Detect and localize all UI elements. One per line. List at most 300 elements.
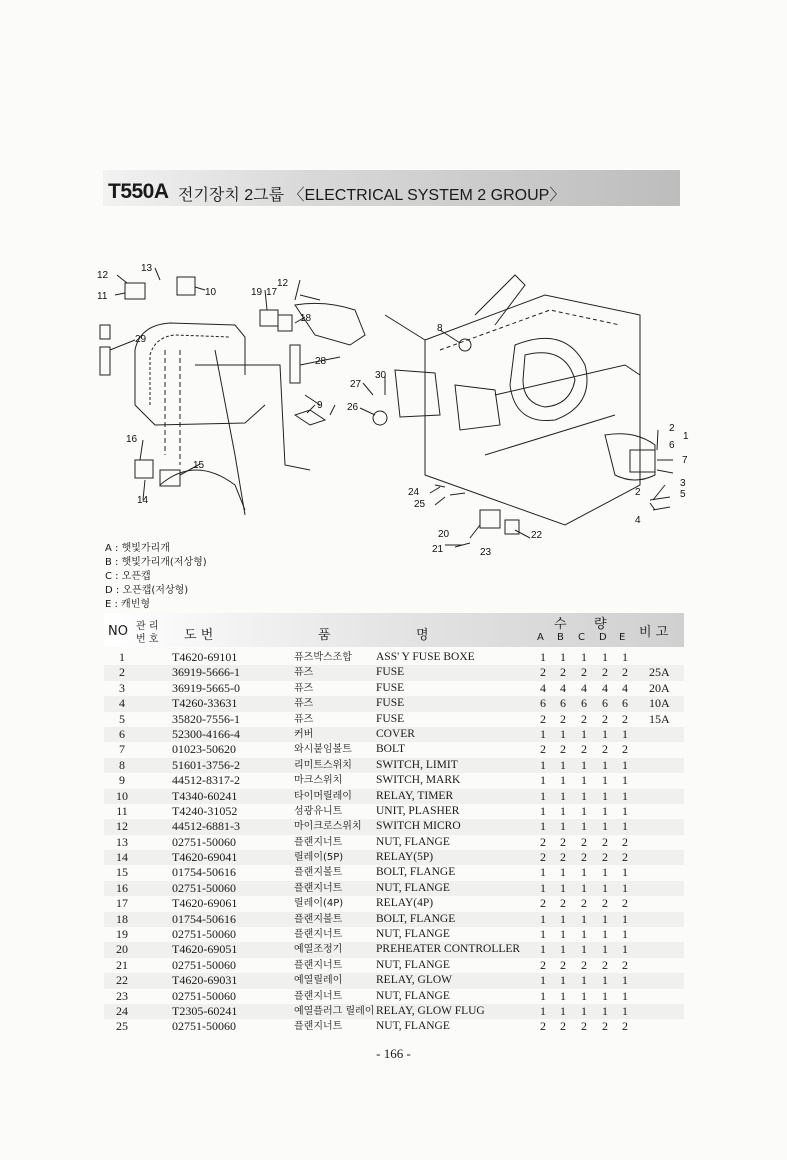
header-col-d: D — [599, 632, 607, 643]
part-name-korean: 리미트스위치 — [294, 759, 352, 771]
part-name-korean: 플랜지볼트 — [294, 867, 343, 879]
row-number: 24 — [116, 1003, 128, 1018]
qty-c: 6 — [581, 696, 587, 711]
callout-28: 28 — [315, 356, 327, 367]
section-code: T550A — [108, 180, 169, 203]
part-number: 51601-3756-2 — [172, 757, 240, 772]
qty-d: 4 — [602, 680, 608, 695]
table-row — [104, 804, 684, 819]
part-name-korean: 퓨즈박스조합 — [294, 652, 352, 663]
table-row — [104, 850, 684, 865]
qty-e: 2 — [622, 665, 628, 680]
part-number: T4620-69061 — [172, 896, 238, 911]
row-number: 6 — [119, 726, 125, 741]
table-row — [104, 989, 684, 1004]
row-number: 11 — [116, 803, 128, 818]
qty-a: 2 — [540, 711, 546, 726]
part-number: T4260-33631 — [172, 696, 238, 711]
qty-a: 1 — [540, 973, 546, 988]
qty-d: 1 — [602, 650, 608, 664]
qty-d: 2 — [602, 957, 608, 972]
qty-e: 6 — [622, 696, 628, 711]
part-name-korean: 섬광유니트 — [294, 805, 343, 817]
qty-d: 2 — [602, 850, 608, 865]
part-name-english: NUT, FLANGE — [376, 989, 450, 1002]
row-number: 4 — [119, 696, 125, 711]
table-row — [104, 865, 684, 880]
qty-c: 1 — [581, 880, 587, 895]
qty-d: 1 — [602, 865, 608, 880]
qty-d: 2 — [602, 896, 608, 911]
callout-24: 24 — [408, 487, 420, 498]
qty-e: 1 — [622, 973, 628, 988]
part-name-korean: 릴레이(5P) — [294, 852, 344, 864]
row-number: 17 — [116, 896, 128, 911]
qty-a: 1 — [540, 927, 546, 942]
part-number: 02751-50060 — [172, 957, 236, 972]
qty-c: 1 — [581, 773, 587, 788]
part-number: 35820-7556-1 — [172, 711, 240, 726]
qty-a: 1 — [540, 911, 546, 926]
qty-e: 1 — [622, 988, 628, 1003]
qty-d: 1 — [602, 726, 608, 741]
part-number: 02751-50060 — [172, 880, 236, 895]
parts-table-body — [104, 650, 684, 1035]
part-number: 02751-50060 — [172, 927, 236, 942]
qty-d: 1 — [602, 757, 608, 772]
row-number: 20 — [116, 942, 128, 957]
part-name-korean: 타이머릴레이 — [294, 790, 352, 802]
qty-a: 2 — [540, 665, 546, 680]
qty-d: 1 — [602, 942, 608, 957]
qty-b: 1 — [560, 726, 566, 741]
callout-20: 20 — [438, 529, 450, 540]
part-name-english: NUT, FLANGE — [376, 835, 450, 848]
callout-19: 19 — [251, 287, 263, 298]
part-number: T4340-60241 — [172, 788, 238, 803]
part-name-korean: 플랜지너트 — [294, 929, 343, 941]
table-row — [104, 742, 684, 757]
part-name-english: SWITCH, LIMIT — [376, 758, 458, 771]
qty-b: 2 — [560, 896, 566, 911]
part-number: T4620-69041 — [172, 850, 238, 865]
qty-e: 2 — [622, 834, 628, 849]
qty-b: 1 — [560, 773, 566, 788]
row-number: 10 — [116, 788, 128, 803]
parts-table-header — [104, 613, 684, 647]
part-name-english: FUSE — [376, 681, 405, 694]
qty-c: 1 — [581, 726, 587, 741]
qty-e: 4 — [622, 680, 628, 695]
qty-d: 1 — [602, 973, 608, 988]
part-number: T4620-69101 — [172, 650, 238, 664]
legend-item-c: C : 오픈캡 — [105, 571, 151, 582]
qty-d: 1 — [602, 803, 608, 818]
qty-a: 1 — [540, 988, 546, 1003]
header-qty-left: 수 — [554, 617, 567, 632]
part-name-korean: 예열릴레이 — [294, 975, 343, 987]
row-number: 12 — [116, 819, 128, 834]
callout-17: 17 — [266, 287, 278, 298]
header-drawing-no: 도 번 — [184, 628, 214, 643]
qty-a: 2 — [540, 1019, 546, 1034]
row-number: 13 — [116, 834, 128, 849]
table-row — [104, 881, 684, 896]
part-number: 01754-50616 — [172, 865, 236, 880]
qty-c: 1 — [581, 942, 587, 957]
part-number: T4240-31052 — [172, 803, 238, 818]
part-name-english: BOLT, FLANGE — [376, 866, 456, 879]
qty-e: 1 — [622, 942, 628, 957]
qty-d: 2 — [602, 742, 608, 757]
qty-a: 1 — [540, 726, 546, 741]
part-name-korean: 예열플러그 릴레이 — [294, 1005, 375, 1017]
qty-d: 1 — [602, 911, 608, 926]
qty-b: 2 — [560, 665, 566, 680]
qty-a: 2 — [540, 834, 546, 849]
qty-e: 1 — [622, 726, 628, 741]
part-number: 36919-5665-0 — [172, 680, 240, 695]
qty-c: 2 — [581, 957, 587, 972]
qty-a: 1 — [540, 865, 546, 880]
part-name-english: COVER — [376, 727, 415, 740]
qty-c: 2 — [581, 834, 587, 849]
qty-b: 2 — [560, 742, 566, 757]
part-name-english: NUT, FLANGE — [376, 958, 450, 971]
callout-18: 18 — [300, 313, 312, 324]
qty-e: 2 — [622, 742, 628, 757]
part-name-english: NUT, FLANGE — [376, 1020, 450, 1033]
header-col-a: A — [537, 632, 544, 643]
row-number: 15 — [116, 865, 128, 880]
qty-b: 1 — [560, 1003, 566, 1018]
qty-b: 6 — [560, 696, 566, 711]
qty-e: 1 — [622, 880, 628, 895]
qty-c: 1 — [581, 757, 587, 772]
qty-a: 1 — [540, 880, 546, 895]
qty-b: 1 — [560, 880, 566, 895]
table-row — [104, 958, 684, 973]
callout-14: 14 — [137, 495, 149, 506]
part-name-korean: 플랜지너트 — [294, 882, 343, 894]
qty-a: 1 — [540, 757, 546, 772]
header-mgmt-bottom: 번 호 — [136, 634, 159, 645]
qty-a: 1 — [540, 803, 546, 818]
qty-a: 1 — [540, 650, 546, 664]
callout-30: 30 — [375, 370, 387, 381]
qty-d: 1 — [602, 819, 608, 834]
qty-b: 1 — [560, 911, 566, 926]
qty-c: 1 — [581, 973, 587, 988]
part-name-korean: 커버 — [294, 728, 314, 740]
part-name-korean: 마크스위치 — [294, 775, 343, 787]
qty-c: 1 — [581, 1003, 587, 1018]
callout-16: 16 — [126, 434, 138, 445]
part-name-english: UNIT, PLASHER — [376, 804, 460, 817]
table-row — [104, 696, 684, 711]
part-name-english: NUT, FLANGE — [376, 881, 450, 894]
qty-a: 1 — [540, 819, 546, 834]
qty-d: 2 — [602, 711, 608, 726]
qty-c: 1 — [581, 788, 587, 803]
part-number: 02751-50060 — [172, 1019, 236, 1034]
qty-b: 1 — [560, 927, 566, 942]
table-row — [104, 681, 684, 696]
callout-25: 25 — [414, 499, 426, 510]
table-row — [104, 773, 684, 788]
part-number: 52300-4166-4 — [172, 726, 240, 741]
qty-d: 6 — [602, 696, 608, 711]
part-name-english: RELAY(4P) — [376, 897, 434, 910]
part-name-korean: 퓨즈 — [294, 713, 314, 725]
row-number: 14 — [116, 850, 128, 865]
table-row — [104, 665, 684, 680]
qty-d: 1 — [602, 880, 608, 895]
remark: 25A — [649, 665, 670, 680]
header-no: NO — [108, 624, 128, 639]
qty-d: 1 — [602, 927, 608, 942]
part-number: T2305-60241 — [172, 1003, 238, 1018]
qty-e: 2 — [622, 896, 628, 911]
qty-a: 1 — [540, 1003, 546, 1018]
qty-e: 2 — [622, 957, 628, 972]
header-col-b: B — [557, 632, 564, 643]
callout-5: 5 — [680, 489, 686, 500]
table-row — [104, 942, 684, 957]
row-number: 25 — [116, 1019, 128, 1034]
header-mgmt-top: 관 리 — [136, 621, 159, 632]
qty-b: 1 — [560, 865, 566, 880]
part-name-korean: 퓨즈 — [294, 667, 314, 679]
qty-c: 2 — [581, 896, 587, 911]
qty-c: 2 — [581, 711, 587, 726]
qty-c: 1 — [581, 819, 587, 834]
variant-legend — [105, 542, 207, 612]
qty-e: 1 — [622, 819, 628, 834]
qty-a: 1 — [540, 788, 546, 803]
table-row — [104, 1004, 684, 1019]
qty-c: 2 — [581, 665, 587, 680]
qty-e: 2 — [622, 1019, 628, 1034]
callout-12-top: 12 — [277, 278, 289, 289]
callout-1: 1 — [683, 431, 689, 442]
qty-b: 1 — [560, 788, 566, 803]
row-number: 16 — [116, 880, 128, 895]
header-name-left: 품 — [318, 628, 331, 643]
callout-22: 22 — [531, 530, 543, 541]
callout-15: 15 — [193, 460, 205, 471]
callout-12-left: 12 — [97, 270, 109, 281]
part-name-english: RELAY(5P) — [376, 851, 434, 864]
row-number: 7 — [119, 742, 125, 757]
part-number: 02751-50060 — [172, 988, 236, 1003]
qty-e: 1 — [622, 803, 628, 818]
qty-d: 1 — [602, 788, 608, 803]
row-number: 19 — [116, 927, 128, 942]
qty-b: 1 — [560, 988, 566, 1003]
row-number: 8 — [119, 757, 125, 772]
header-col-c: C — [578, 632, 585, 643]
row-number: 18 — [116, 911, 128, 926]
callout-8: 8 — [437, 323, 443, 334]
qty-e: 1 — [622, 650, 628, 664]
part-number: 01023-50620 — [172, 742, 236, 757]
table-row — [104, 973, 684, 988]
qty-b: 1 — [560, 650, 566, 664]
qty-c: 2 — [581, 850, 587, 865]
row-number: 3 — [119, 680, 125, 695]
part-name-korean: 와시붙임볼트 — [294, 744, 352, 756]
qty-d: 2 — [602, 834, 608, 849]
callout-9: 9 — [317, 400, 323, 411]
qty-a: 2 — [540, 957, 546, 972]
section-title: 전기장치 2그룹 〈ELECTRICAL SYSTEM 2 GROUP〉 — [178, 187, 566, 204]
callout-2: 2 — [669, 423, 675, 434]
callout-2-lower: 2 — [635, 487, 641, 498]
header-col-e: E — [619, 632, 626, 643]
part-name-korean: 릴레이(4P) — [294, 898, 344, 910]
part-name-english: ASS' Y FUSE BOXE — [376, 651, 475, 663]
qty-b: 1 — [560, 803, 566, 818]
header-qty-right: 량 — [594, 617, 607, 632]
qty-c: 1 — [581, 803, 587, 818]
qty-a: 2 — [540, 850, 546, 865]
part-name-korean: 퓨즈 — [294, 698, 314, 710]
qty-c: 2 — [581, 742, 587, 757]
row-number: 9 — [119, 773, 125, 788]
table-row — [104, 758, 684, 773]
parts-diagram — [95, 255, 695, 560]
qty-c: 1 — [581, 911, 587, 926]
table-row — [104, 819, 684, 834]
part-name-english: RELAY, GLOW — [376, 974, 453, 987]
table-row — [104, 912, 684, 927]
part-number: 44512-8317-2 — [172, 773, 240, 788]
qty-a: 1 — [540, 942, 546, 957]
qty-e: 1 — [622, 788, 628, 803]
part-name-english: FUSE — [376, 666, 405, 679]
callout-26: 26 — [347, 402, 359, 413]
part-name-english: BOLT — [376, 743, 405, 756]
qty-b: 2 — [560, 957, 566, 972]
qty-d: 1 — [602, 988, 608, 1003]
qty-d: 2 — [602, 1019, 608, 1034]
qty-e: 1 — [622, 773, 628, 788]
part-name-english: FUSE — [376, 712, 405, 725]
row-number: 5 — [119, 711, 125, 726]
row-number: 21 — [116, 957, 128, 972]
callout-29: 29 — [135, 334, 147, 345]
qty-d: 1 — [602, 773, 608, 788]
callout-4: 4 — [635, 515, 641, 526]
row-number: 2 — [119, 665, 125, 680]
qty-e: 1 — [622, 757, 628, 772]
header-name-right: 명 — [416, 628, 429, 643]
qty-e: 2 — [622, 711, 628, 726]
part-name-english: FUSE — [376, 697, 405, 710]
qty-e: 1 — [622, 911, 628, 926]
legend-item-a: A : 햇빛가리개 — [105, 543, 170, 554]
row-number: 23 — [116, 988, 128, 1003]
part-number: T4620-69051 — [172, 942, 238, 957]
table-row — [104, 1019, 684, 1034]
qty-e: 2 — [622, 850, 628, 865]
remark: 15A — [649, 711, 670, 726]
part-name-korean: 플랜지볼트 — [294, 913, 343, 925]
row-number: 1 — [119, 650, 125, 664]
part-number: 36919-5666-1 — [172, 665, 240, 680]
part-name-english: RELAY, GLOW FLUG — [376, 1004, 485, 1017]
legend-item-b: B : 햇빛가리개(저상형) — [105, 557, 207, 568]
part-name-english: SWITCH MICRO — [376, 820, 461, 833]
qty-b: 4 — [560, 680, 566, 695]
legend-item-d: D : 오픈캡(저상형) — [105, 585, 189, 596]
qty-b: 2 — [560, 850, 566, 865]
qty-c: 1 — [581, 927, 587, 942]
qty-d: 2 — [602, 665, 608, 680]
callout-6: 6 — [669, 440, 675, 451]
part-name-korean: 퓨즈 — [294, 682, 314, 694]
table-row — [104, 927, 684, 942]
part-number: T4620-69031 — [172, 973, 238, 988]
callout-13: 13 — [141, 263, 153, 274]
part-number: 44512-6881-3 — [172, 819, 240, 834]
qty-a: 6 — [540, 696, 546, 711]
qty-d: 1 — [602, 1003, 608, 1018]
callout-10: 10 — [205, 287, 217, 298]
qty-a: 4 — [540, 680, 546, 695]
part-name-korean: 플랜지너트 — [294, 990, 343, 1002]
qty-c: 1 — [581, 988, 587, 1003]
part-name-korean: 플랜지너트 — [294, 836, 343, 848]
part-number: 01754-50616 — [172, 911, 236, 926]
qty-e: 1 — [622, 927, 628, 942]
part-name-korean: 플랜지너트 — [294, 1021, 343, 1033]
header-remark: 비 고 — [639, 625, 669, 640]
callout-7: 7 — [682, 455, 688, 466]
part-name-korean: 예열조정기 — [294, 944, 343, 956]
qty-b: 2 — [560, 711, 566, 726]
qty-e: 1 — [622, 1003, 628, 1018]
qty-b: 1 — [560, 973, 566, 988]
qty-a: 2 — [540, 896, 546, 911]
qty-c: 4 — [581, 680, 587, 695]
qty-a: 2 — [540, 742, 546, 757]
row-number: 22 — [116, 973, 128, 988]
page-number: - 166 - — [376, 1046, 411, 1061]
part-name-korean: 플랜지너트 — [294, 959, 343, 971]
part-name-english: BOLT, FLANGE — [376, 912, 456, 925]
table-row — [104, 650, 684, 665]
part-name-korean: 마이크로스위치 — [294, 821, 362, 833]
qty-c: 1 — [581, 865, 587, 880]
part-name-english: NUT, FLANGE — [376, 928, 450, 941]
callout-11: 11 — [97, 291, 108, 302]
part-name-english: PREHEATER CONTROLLER — [376, 943, 521, 956]
part-number: 02751-50060 — [172, 834, 236, 849]
table-row — [104, 712, 684, 727]
qty-b: 2 — [560, 834, 566, 849]
legend-item-e: E : 캐빈형 — [105, 599, 151, 610]
qty-c: 2 — [581, 1019, 587, 1034]
qty-b: 1 — [560, 942, 566, 957]
qty-b: 1 — [560, 757, 566, 772]
table-row — [104, 727, 684, 742]
callout-21: 21 — [432, 544, 444, 555]
qty-c: 1 — [581, 650, 587, 664]
remark: 10A — [649, 696, 670, 711]
callout-23: 23 — [480, 547, 492, 558]
